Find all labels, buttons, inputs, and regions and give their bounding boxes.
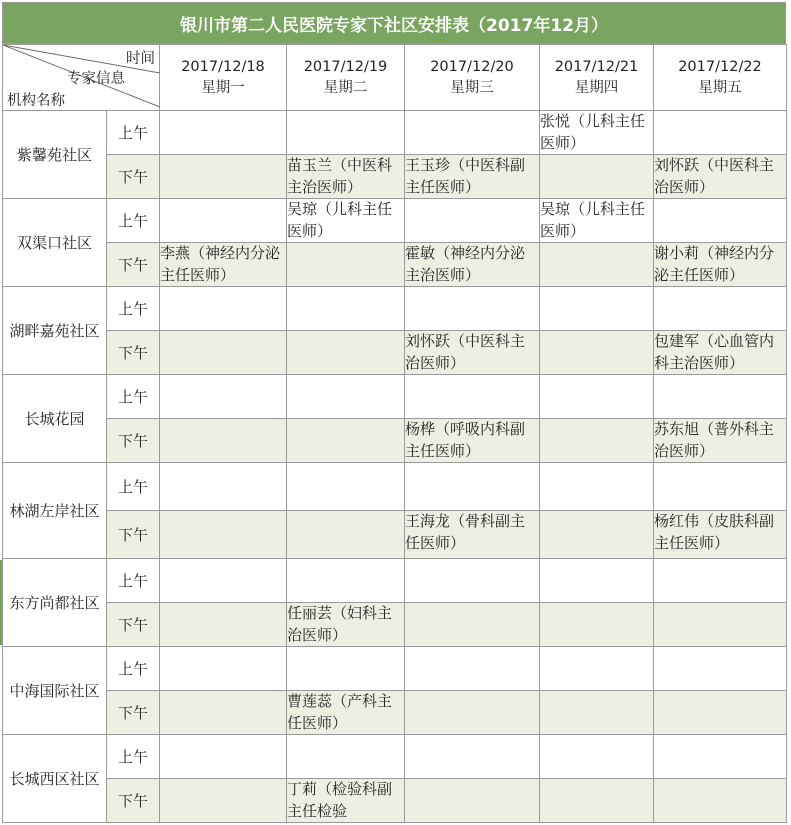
schedule-cell: 王海龙（骨科副主任医师） [405,511,540,559]
schedule-cell [540,287,654,331]
slot-morning: 上午 [107,111,160,155]
community-name: 紫馨苑社区 [3,111,107,199]
slot-morning: 上午 [107,559,160,603]
schedule-cell [405,199,540,243]
schedule-cell [160,155,287,199]
schedule-cell [160,735,287,779]
community-name: 东方尚都社区 [3,559,107,647]
slot-morning: 上午 [107,287,160,331]
day-header [654,45,787,111]
schedule-cell [654,603,787,647]
schedule-cell [160,111,287,155]
schedule-cell [160,331,287,375]
schedule-cell [654,735,787,779]
schedule-cell: 任丽芸（妇科主治医师） [287,603,405,647]
schedule-row [3,287,787,331]
schedule-cell [405,647,540,691]
slot-morning: 上午 [107,199,160,243]
schedule-cell [540,243,654,287]
day-date: 2017/12/20 [430,58,514,75]
schedule-row [3,155,787,199]
schedule-cell: 王玉珍（中医科副主任医师） [405,155,540,199]
schedule-cell [654,647,787,691]
schedule-cell [654,779,787,823]
community-name: 长城花园 [3,375,107,463]
schedule-cell [405,691,540,735]
day-header [287,45,405,111]
schedule-row [3,331,787,375]
schedule-cell: 包建军（心血管内科主治医师） [654,331,787,375]
schedule-cell [405,463,540,511]
schedule-cell [287,463,405,511]
schedule-cell [160,199,287,243]
schedule-cell: 霍敏（神经内分泌主治医师） [405,243,540,287]
schedule-cell [287,375,405,419]
day-weekday: 星期一 [201,79,245,96]
slot-afternoon: 下午 [107,419,160,463]
day-header [540,45,654,111]
slot-afternoon: 下午 [107,331,160,375]
schedule-cell [405,779,540,823]
schedule-cell [287,243,405,287]
schedule-row [3,511,787,559]
schedule-cell: 刘怀跃（中医科主治医师） [405,331,540,375]
slot-afternoon: 下午 [107,155,160,199]
schedule-cell: 苏东旭（普外科主治医师） [654,419,787,463]
day-header [405,45,540,111]
schedule-cell: 李燕（神经内分泌主任医师） [160,243,287,287]
day-date: 2017/12/22 [678,58,762,75]
schedule-row [3,243,787,287]
schedule-cell [540,779,654,823]
day-date: 2017/12/18 [181,58,265,75]
schedule-cell [540,155,654,199]
schedule-row [3,691,787,735]
schedule-cell [654,111,787,155]
community-name: 长城西区社区 [3,735,107,823]
schedule-cell [287,511,405,559]
schedule-cell [287,735,405,779]
schedule-cell [160,287,287,331]
slot-afternoon: 下午 [107,243,160,287]
schedule-cell [654,463,787,511]
schedule-row [3,111,787,155]
schedule-cell: 刘怀跃（中医科主治医师） [654,155,787,199]
schedule-cell [160,463,287,511]
day-date: 2017/12/19 [303,58,388,75]
schedule-cell: 苗玉兰（中医科主治医师） [287,155,405,199]
day-weekday: 星期二 [323,79,368,96]
schedule-cell [287,331,405,375]
slot-afternoon: 下午 [107,779,160,823]
slot-afternoon: 下午 [107,511,160,559]
schedule-cell [540,603,654,647]
schedule-row [3,603,787,647]
community-name: 中海国际社区 [3,647,107,735]
schedule-cell [540,691,654,735]
schedule-cell [160,779,287,823]
schedule-cell [540,647,654,691]
schedule-row [3,779,787,823]
schedule-cell [540,331,654,375]
community-name: 双渠口社区 [3,199,107,287]
slot-morning: 上午 [107,735,160,779]
schedule-cell [287,419,405,463]
schedule-cell [654,559,787,603]
schedule-cell [405,735,540,779]
schedule-cell [540,419,654,463]
schedule-cell [160,691,287,735]
schedule-cell: 曹莲蕊（产科主任医师） [287,691,405,735]
schedule-cell: 吴琼（儿科主任医师） [287,199,405,243]
schedule-cell [405,375,540,419]
schedule-cell: 张悦（儿科主任医师） [540,111,654,155]
table-title: 银川市第二人民医院专家下社区安排表（2017年12月） [2,2,786,44]
community-name: 湖畔嘉苑社区 [3,287,107,375]
corner-header [3,45,160,111]
schedule-cell [287,647,405,691]
header-row [3,45,787,111]
schedule-cell: 吴琼（儿科主任医师） [540,199,654,243]
schedule-cell: 谢小莉（神经内分泌主任医师） [654,243,787,287]
corner-time-label: 时间 [126,51,155,67]
schedule-cell [405,559,540,603]
schedule-cell [287,559,405,603]
community-name: 林湖左岸社区 [3,463,107,559]
slot-afternoon: 下午 [107,691,160,735]
schedule-row [3,375,787,419]
schedule-cell: 丁莉（检验科副主任检验 [287,779,405,823]
schedule-cell [160,603,287,647]
schedule-table [2,44,787,823]
schedule-cell [405,603,540,647]
schedule-cell [160,419,287,463]
schedule-cell: 杨桦（呼吸内科副主任医师） [405,419,540,463]
schedule-cell [654,199,787,243]
day-weekday: 星期五 [698,79,742,96]
schedule-row [3,735,787,779]
schedule-cell [160,511,287,559]
slot-morning: 上午 [107,647,160,691]
day-weekday: 星期三 [450,79,494,96]
schedule-cell: 杨红伟（皮肤科副主任医师） [654,511,787,559]
schedule-cell [654,691,787,735]
slot-morning: 上午 [107,375,160,419]
schedule-cell [160,375,287,419]
schedule-cell [287,111,405,155]
schedule-cell [540,463,654,511]
schedule-cell [540,735,654,779]
corner-expert-label: 专家信息 [67,71,125,87]
schedule-cell [540,511,654,559]
slot-morning: 上午 [107,463,160,511]
day-weekday: 星期四 [574,79,619,96]
schedule-row [3,419,787,463]
day-date: 2017/12/21 [554,58,639,75]
schedule-row [3,199,787,243]
schedule-cell [287,287,405,331]
schedule-cell [160,559,287,603]
schedule-row [3,463,787,511]
schedule-row [3,647,787,691]
schedule-cell [654,375,787,419]
slot-afternoon: 下午 [107,603,160,647]
schedule-cell [405,287,540,331]
schedule-cell [160,647,287,691]
schedule-row [3,559,787,603]
schedule-cell [405,111,540,155]
schedule-cell [540,375,654,419]
schedule-cell [654,287,787,331]
schedule-cell [540,559,654,603]
corner-org-label: 机构名称 [7,93,65,109]
day-header [160,45,287,111]
